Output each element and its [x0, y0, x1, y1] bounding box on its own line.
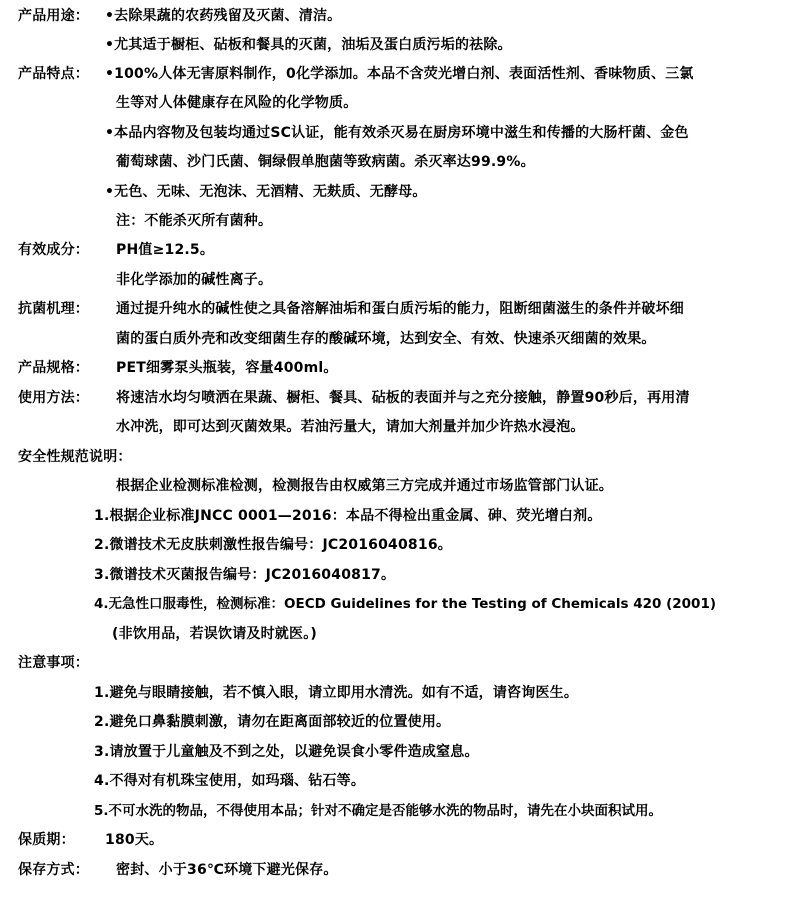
- caution-item: 2.避免口鼻黏膜刺激，请勿在距离面部较近的位置使用。: [94, 714, 451, 730]
- spec-label: 产品规格：: [18, 360, 89, 376]
- features-note: 注：不能杀灭所有菌种。: [116, 213, 273, 229]
- features-line: •本品内容物及包装均通过SC认证，能有效杀灭易在厨房环境中滋生和传播的大肠杆菌、金色: [105, 125, 689, 141]
- usage-label: 产品用途：: [18, 8, 89, 24]
- usage-line: •尤其适于橱柜、砧板和餐具的灭菌，油垢及蛋白质污垢的祛除。: [105, 37, 512, 53]
- safety-note: (非饮用品，若误饮请及时就医。): [112, 626, 317, 642]
- safety-item: 4.无急性口服毒性，检测标准：OECD Guidelines for the Testing of Chemicals 420 (2001): [94, 596, 717, 612]
- caution-item: 1.避免与眼睛接触，若不慎入眼，请立即用水清洗。如有不适，请咨询医生。: [94, 685, 579, 701]
- shelf-life-value: 180天。: [105, 832, 164, 848]
- safety-intro: 根据企业检测标准检测，检测报告由权威第三方完成并通过市场监管部门认证。: [116, 478, 613, 494]
- method-line: 水冲洗，即可达到灭菌效果。若油污量大，请加大剂量并加少许热水浸泡。: [116, 419, 585, 435]
- shelf-life-label: 保质期：: [18, 832, 75, 848]
- method-line: 将速洁水均匀喷洒在果蔬、橱柜、餐具、砧板的表面并与之充分接触，静置90秒后，再用清: [116, 390, 690, 406]
- ingredients-label: 有效成分：: [18, 242, 89, 258]
- mechanism-label: 抗菌机理：: [18, 301, 89, 317]
- caution-item: 5.不可水洗的物品，不得使用本品；针对不确定是否能够水洗的物品时，请先在小块面积试用。: [94, 803, 663, 819]
- features-line: •无色、无味、无泡沫、无酒精、无麸质、无酵母。: [105, 184, 427, 200]
- caution-item: 3.请放置于儿童触及不到之处，以避免误食小零件造成窒息。: [94, 744, 479, 760]
- storage-value: 密封、小于36℃环境下避光保存。: [116, 862, 338, 878]
- features-line: 葡萄球菌、沙门氏菌、铜绿假单胞菌等致病菌。杀灭率达99.9%。: [116, 154, 535, 170]
- safety-label: 安全性规范说明：: [18, 449, 132, 465]
- features-line: •100%人体无害原料制作，0化学添加。本品不含荧光增白剂、表面活性剂、香味物质、三氯: [105, 66, 694, 82]
- ingredients-line: 非化学添加的碱性离子。: [116, 272, 273, 288]
- usage-line: •去除果蔬的农药残留及灭菌、清洁。: [105, 8, 342, 24]
- ingredients-line: PH值≥12.5。: [116, 242, 215, 258]
- mechanism-line: 通过提升纯水的碱性使之具备溶解油垢和蛋白质污垢的能力，阻断细菌滋生的条件并破坏细: [116, 301, 684, 317]
- caution-item: 4.不得对有机珠宝使用，如玛瑙、钻石等。: [94, 773, 366, 789]
- safety-item: 1.根据企业标准JNCC 0001—2016：本品不得检出重金属、砷、荧光增白剂。: [94, 508, 602, 524]
- method-label: 使用方法：: [18, 390, 89, 406]
- features-label: 产品特点：: [18, 66, 89, 82]
- safety-item: 2.微谱技术无皮肤刺激性报告编号：JC2016040816。: [94, 537, 452, 553]
- mechanism-line: 菌的蛋白质外壳和改变细菌生存的酸碱环境，达到安全、有效、快速杀灭细菌的效果。: [116, 331, 656, 347]
- spec-line: PET细雾泵头瓶装，容量400ml。: [116, 360, 338, 376]
- cautions-label: 注意事项：: [18, 655, 89, 671]
- storage-label: 保存方式：: [18, 862, 89, 878]
- features-line: 生等对人体健康存在风险的化学物质。: [116, 95, 358, 111]
- safety-item: 3.微谱技术灭菌报告编号：JC2016040817。: [94, 567, 396, 583]
